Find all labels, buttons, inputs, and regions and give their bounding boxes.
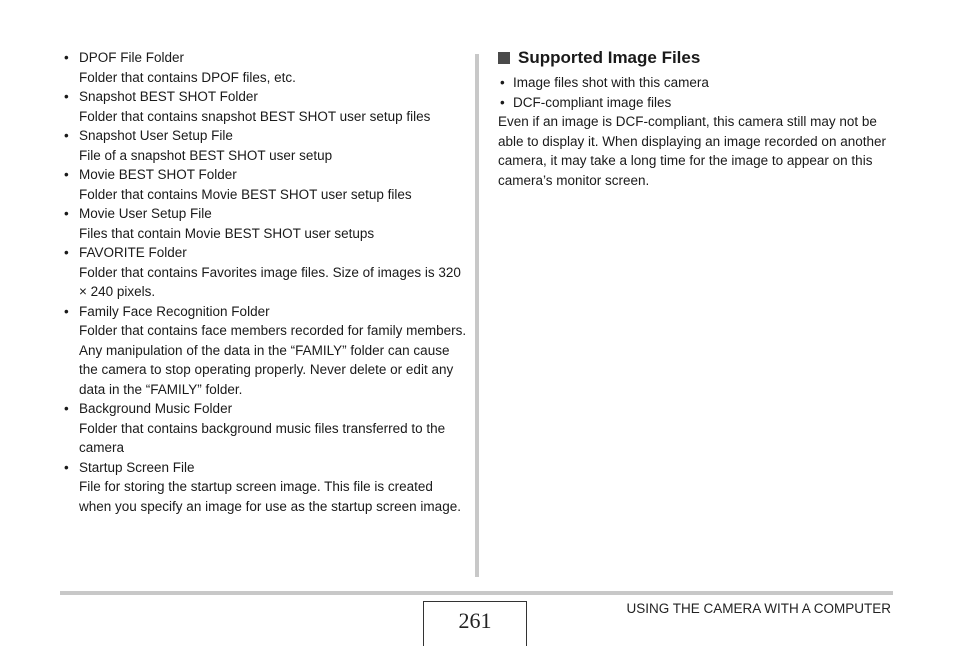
note-paragraph: Even if an image is DCF-compliant, this camera still may not be able to display it. When displaying an image recorded on another camera, it may take a long time for the image to appear on this camera’s monitor screen.	[498, 114, 886, 188]
list-item	[62, 126, 467, 165]
bullet-icon: •	[500, 75, 505, 90]
bullet-icon: •	[64, 303, 69, 319]
bullet-icon: •	[64, 206, 69, 221]
page-number: 261	[423, 601, 527, 646]
item-title: DPOF File Folder	[79, 50, 185, 65]
list-item-text: DCF-compliant image files	[513, 94, 672, 110]
list-item	[62, 48, 467, 87]
item-description: Folder that contains background music files transferred to the camera	[79, 420, 446, 455]
item-title: Movie BEST SHOT Folder	[79, 167, 237, 182]
bullet-icon: •	[64, 89, 69, 104]
footer-rule	[60, 591, 893, 595]
item-title: Background Music Folder	[79, 401, 233, 416]
item-description: Folder that contains DPOF files, etc.	[79, 69, 296, 85]
square-icon	[498, 52, 510, 64]
item-description: Folder that contains Favorites image files. Size of images is 320 × 240 pixels.	[79, 264, 461, 299]
section-heading-text: Supported Image Files	[518, 48, 701, 67]
item-description: Folder that contains Movie BEST SHOT user setup files	[79, 186, 412, 202]
bullet-icon: •	[64, 459, 69, 475]
item-description: File of a snapshot BEST SHOT user setup	[79, 147, 333, 163]
item-title: Startup Screen File	[79, 459, 195, 475]
item-title: Movie User Setup File	[79, 206, 212, 221]
list-item	[62, 302, 467, 400]
list-item	[62, 87, 467, 126]
column-divider	[475, 54, 479, 577]
bullet-icon: •	[64, 167, 69, 182]
list-item	[498, 73, 898, 93]
item-title: Family Face Recognition Folder	[79, 303, 270, 319]
list-item-text: Image files shot with this camera	[513, 75, 709, 90]
footer-section-title: USING THE CAMERA WITH A COMPUTER	[626, 601, 891, 616]
list-item	[498, 93, 898, 113]
bullet-icon: •	[64, 50, 69, 65]
bullet-icon: •	[64, 245, 69, 260]
list-item	[62, 243, 467, 302]
item-description: Folder that contains face members recorded for family members. Any manipulation of the data in the “FAMILY” folder can cause the camera to stop operating properly. Never delete or edit any data in the “FAMILY” folder.	[79, 323, 467, 397]
bullet-icon: •	[64, 128, 69, 143]
section-heading	[498, 47, 898, 69]
bullet-icon: •	[500, 94, 505, 110]
item-title: FAVORITE Folder	[79, 245, 187, 260]
list-item	[62, 399, 467, 458]
folder-list	[62, 48, 467, 516]
list-item	[62, 204, 467, 243]
list-item	[62, 165, 467, 204]
item-description: Files that contain Movie BEST SHOT user setups	[79, 225, 375, 241]
supported-files-list	[498, 73, 898, 112]
left-column	[62, 48, 467, 516]
item-description: Folder that contains snapshot BEST SHOT user setup files	[79, 108, 431, 124]
item-title: Snapshot BEST SHOT Folder	[79, 89, 258, 104]
bullet-icon: •	[64, 401, 69, 416]
item-title: Snapshot User Setup File	[79, 128, 233, 143]
item-description: File for storing the startup screen image. This file is created when you specify an image for use as the startup screen image.	[79, 479, 461, 514]
list-item	[62, 458, 467, 517]
right-column	[498, 47, 898, 190]
